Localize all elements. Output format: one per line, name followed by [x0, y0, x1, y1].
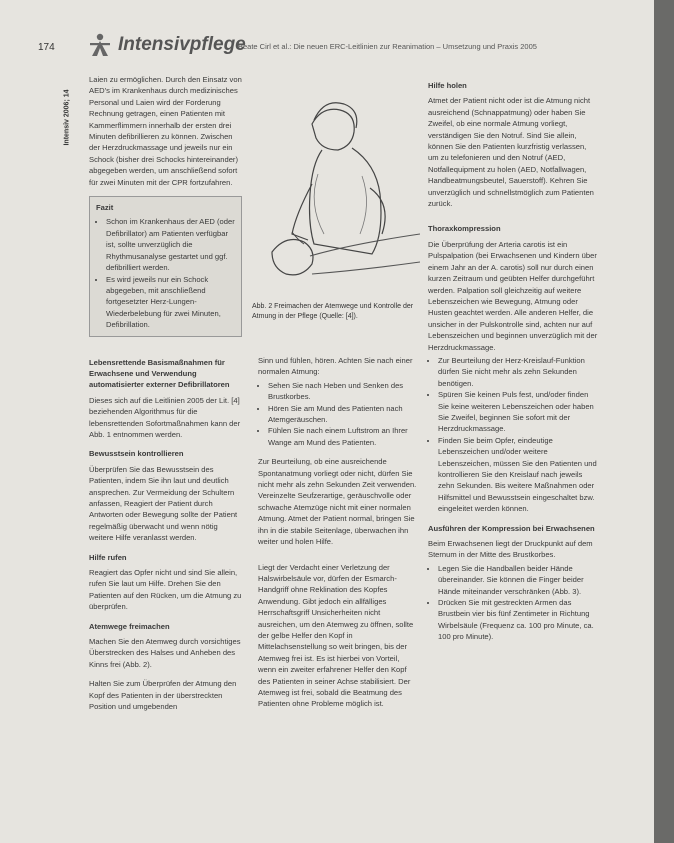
running-title: Beate Cirl et al.: Die neuen ERC-Leitlinien zur Reanimation – Umsetzung und Praxis 2005	[238, 42, 537, 51]
heading-hilfe-rufen: Hilfe rufen	[89, 552, 127, 562]
sidebar-label-text: Intensiv 2006; 14	[63, 89, 71, 146]
paragraph-bewusstsein: Überprüfen Sie das Bewusstsein des Patienten, indem Sie ihn laut und deutlich ansprechen. Zur Vermeidung der Schultern anfassen, Reagiert der Patient durch Antworten oder Bewegung sollte der Patient regelmäßig überwacht und wenn nötig weitere Hilfe veranlasst werden.	[89, 464, 238, 543]
thorax-list-item: • Zur Beurteilung der Herz-Kreislauf-Funktion dürfen Sie nicht mehr als zehn Sekunden benötigen.	[438, 355, 598, 389]
paragraph-atemwege-1: Machen Sie den Atemweg durch vorsichtiges Überstrecken des Halses und Anheben des Kinns frei (Abb. 2).	[89, 637, 241, 669]
heading-lebensrettend: Lebensrettende Basismaßnahmen für Erwachsene und Verwendung automatisierter externer Defibrillatoren	[89, 357, 230, 390]
thorax-list-item: • Finden Sie beim Opfer, eindeutige Lebenszeichen und/oder weitere Lebenszeichen, müssen Sie den Patienten und kontrollieren Sie den Kreislauf nach jeweils zehn Sekunden. Bis weitere Maßnahmen oder Hilfsmittel und Bewusstsein eingeschaltet bzw. eingeleitet werden können.	[438, 435, 598, 515]
book-gutter	[654, 0, 674, 843]
paragraph-ausfuehren: Beim Erwachsenen liegt der Druckpunkt auf dem Sternum in der Mitte des Brustkorbes.	[428, 539, 593, 560]
figure-caption: Abb. 2 Freimachen der Atemwege und Kontrolle der Atmung in der Pflege (Quelle: [4]).	[252, 303, 414, 320]
paragraph-hilfe-rufen: Reagiert das Opfer nicht und sind Sie allein, rufen Sie laut um Hilfe. Drehen Sie den Patienten auf den Rücken, um die Atmung zu überprüfen.	[89, 568, 242, 612]
sidebar-label	[59, 80, 69, 160]
atmung-list-item: • Sehen Sie nach Heben und Senken des Brustkorbes.	[268, 380, 418, 403]
ausfuehren-list	[428, 563, 598, 643]
ausfuehren-list-item: • Legen Sie die Handballen beider Hände übereinander. Sie können die Finger beider Hände miteinander verschränken (Abb. 3).	[438, 563, 598, 597]
fazit-item: • Schon im Krankenhaus der AED (oder Defibrillator) am Patienten verfügbar ist, sollte unverzüglich die Rhythmusanalyse gestartet und ggf. defibrilliert werden.	[106, 216, 235, 273]
figure-illustration	[252, 84, 420, 302]
heading-atemwege: Atemwege freimachen	[89, 621, 170, 631]
ausfuehren-list-item: • Drücken Sie mit gestreckten Armen das Brustbein vier bis fünf Zentimeter in Richtung Wirbelsäule (Frequenz ca. 100 pro Minute, ca. 100 pro Minute).	[438, 597, 598, 643]
atmung-list	[258, 380, 418, 448]
paragraph-hilfe-holen: Atmet der Patient nicht oder ist die Atmung nicht ausreichend (Schnappatmung) oder haben Sie Zweifel, ob eine normale Atmung vorliegt, verständigen Sie den Notruf. Sind Sie allein, können Sie den Patienten kurzfristig verlassen, um zu telefonieren und den Notruf (AED, Notfallequipment zu holen (AED, Notfallwagen, Handbeatmungsbeutel, Sauerstoff). Kehren Sie unverzüglich und schnellstmöglich zum Patienten zurück.	[428, 96, 594, 209]
atmung-list-item: • Fühlen Sie nach einem Luftstrom an Ihrer Wange am Mund des Patienten.	[268, 425, 418, 448]
journal-logo-icon	[88, 32, 112, 58]
heading-hilfe-holen: Hilfe holen	[428, 81, 467, 90]
paragraph-atemwege-2: Halten Sie zum Überprüfen der Atmung den Kopf des Patienten in der überstreckten Position und umgebenden	[89, 679, 237, 712]
paragraph-beurteilung: Zur Beurteilung, ob eine ausreichende Spontanatmung vorliegt oder nicht, dürfen Sie nicht mehr als zehn Sekunden Zeit verwenden. Vereinzelte Seufzerartige, geräuschvolle oder schwache Atemzüge nicht mit einer normalen Atmung. Atmet der Patient normal, bringen Sie ihn in die stabile Seitenlage, überwachen ihn weiter und holen Hilfe.	[258, 457, 417, 547]
thorax-list-item: • Spüren Sie keinen Puls fest, und/oder finden Sie keine weiteren Lebenszeichen oder haben Sie Zweifel, beginnen Sie sofort mit der Herzdruckmassage.	[438, 389, 598, 435]
fazit-box	[89, 196, 242, 336]
atmung-list-item: • Hören Sie am Mund des Patienten nach Atemgeräuschen.	[268, 403, 418, 426]
column-3	[428, 80, 598, 651]
column-2	[258, 355, 418, 718]
page-number: 174	[38, 42, 55, 53]
heading-thoraxkompression: Thoraxkompression	[428, 224, 501, 234]
paragraph-halswirbel: Liegt der Verdacht einer Verletzung der Halswirbelsäule vor, dürfen der Esmarch-Handgriff ohne Reklination des Kopfes Anwendung. Gibt jedoch ein allfälliges Herrschaftsgriff Unsicherheiten nicht ausreichen, um den Atemweg zu öffnen, sollte der gelbe Helfer den Kopf in Mittelachsenstellung so weit bringen, bis der Atemweg frei ist. Es ist hierbei von Vorteil, wenn ein zweiter erfahrener Helfer den Kopf des Patienten in seiner Achse stabilisiert. Der Atemweg ist frei, sobald die Beatmung des Patienten ohne Probleme möglich ist.	[258, 562, 414, 709]
heading-bewusstsein: Bewusstsein kontrollieren	[89, 449, 184, 459]
journal-title: Intensivpflege	[118, 34, 246, 55]
fazit-item: • Es wird jeweils nur ein Schock abgegeben, mit anschließend fortgesetzter Herz-Lungen-Wiederbelebung für zwei Minuten, Defibrillation.	[106, 274, 235, 331]
thorax-list	[428, 355, 598, 515]
fazit-title: Fazit	[96, 203, 114, 213]
intro-paragraph: Laien zu ermöglichen. Durch den Einsatz von AED's im Krankenhaus durch medizinisches Personal und Laien wird der Forderung Rechnung getragen, einen Patienten mit Kammerflimmern innerhalb der ersten drei Minuten defibrillieren zu können. Zwischen der Herzdruckmassage und jeweils nur ein Schock (bisher drei Schocks hintereinander) abgegeben werden, um anschließend sofort für zwei Minuten mit der CPR fortzufahren.	[89, 75, 242, 187]
paragraph-thoraxkompression: Die Überprüfung der Arteria carotis ist ein Pulspalpation (bei Erwachsenen und Kindern über einem Jahr an der A. carotis) soll nur durch einen kurzen Zeitraum und geübten Helfer durchgeführt werden. Palpation soll gleichzeitig auf weitere Lebenszeichen wie Bewegung, Atmung oder Husten geachtet werden. Alle anderen Helfer, die unsicher in der Pulskontrolle sind, achten nur auf Lebenszeichen und beginnen unverzüglich mit der Herzdruckmassage.	[428, 239, 598, 352]
heading-ausfuehren: Ausführen der Kompression bei Erwachsenen	[428, 523, 595, 533]
column-1	[89, 74, 242, 721]
fazit-list	[96, 216, 235, 330]
paragraph-lebensrettend: Dieses sich auf die Leitlinien 2005 der Lit. [4] beziehenden Algorithmus für die lebensrettenden Sofortmaßnahmen kann der Abb. 1 entnommen werden.	[89, 395, 241, 439]
paragraph-atmung-intro: Sinn und fühlen, hören. Achten Sie nach einer normalen Atmung:	[258, 356, 413, 377]
